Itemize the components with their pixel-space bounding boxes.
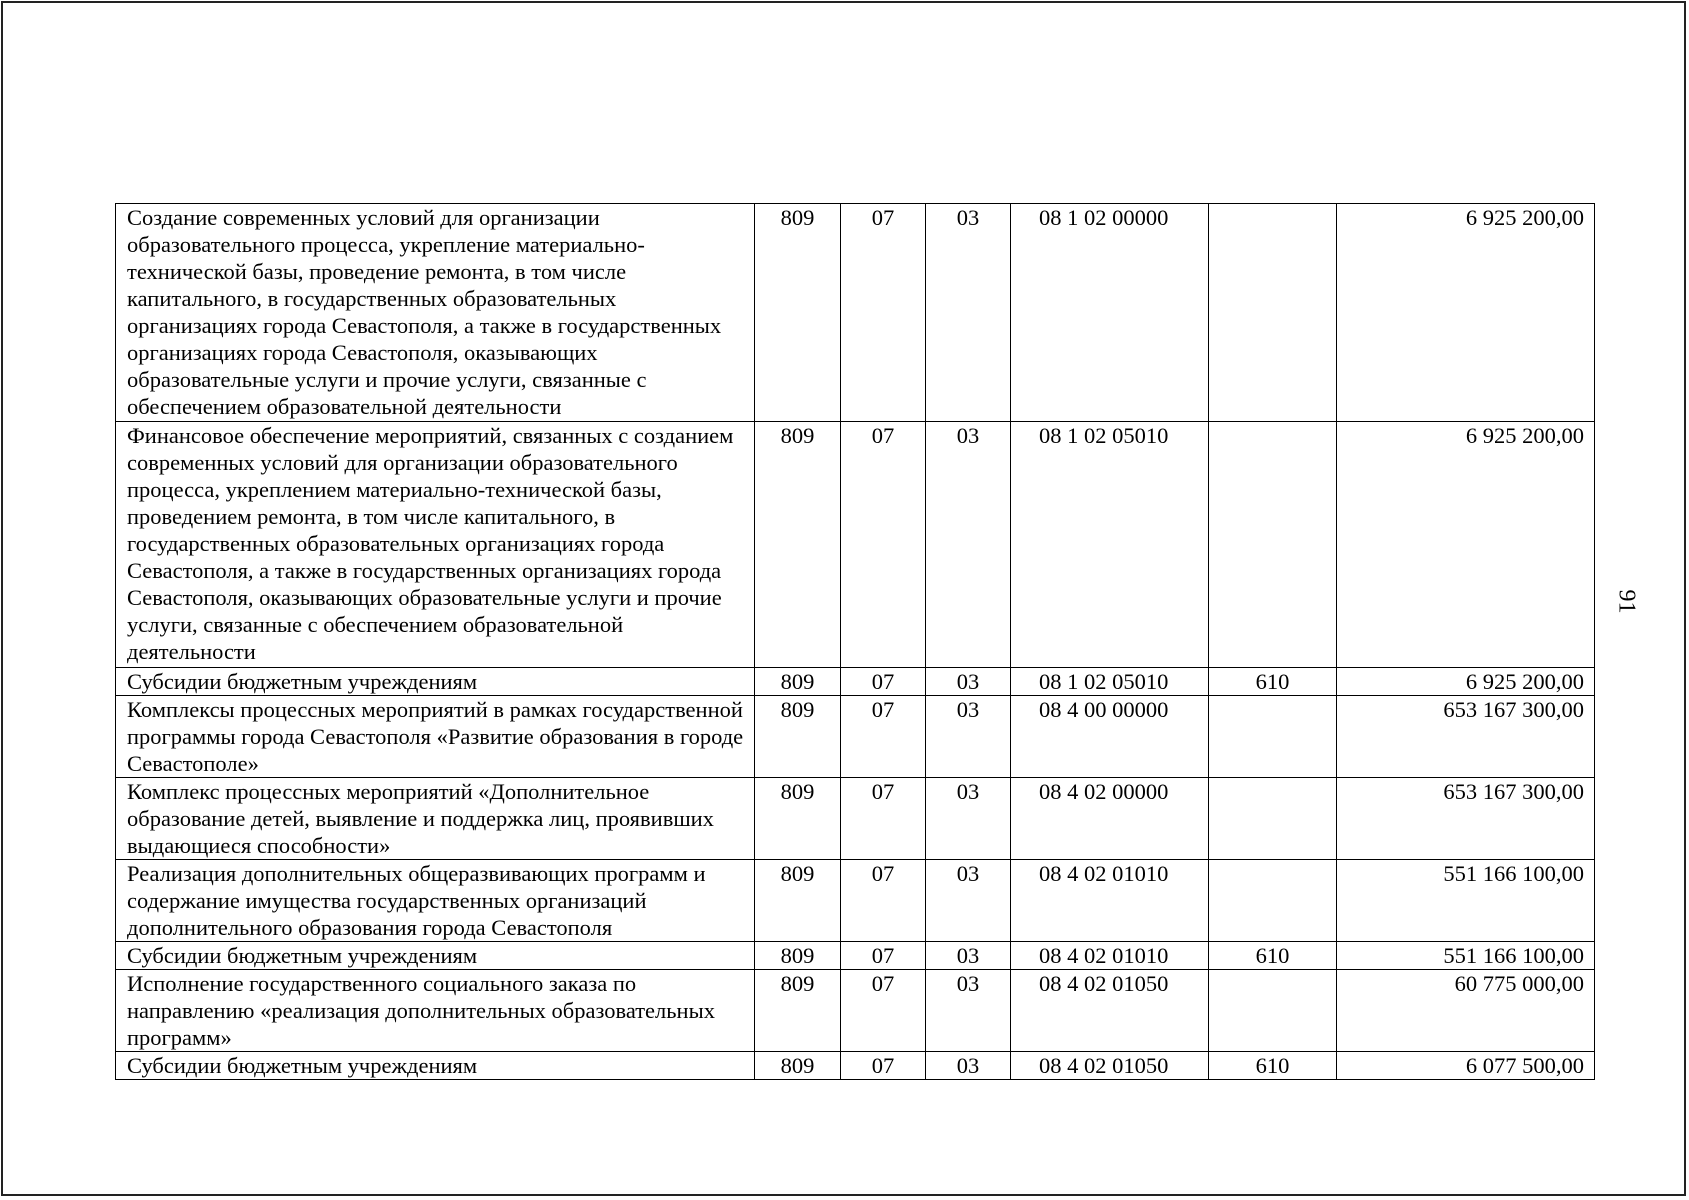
row-pr: 03 (926, 778, 1011, 860)
row-name: Реализация дополнительных общеразвивающих программ и содержание имущества государственных организаций дополнительного образования города Севастополя (116, 860, 755, 942)
row-pr: 03 (926, 1052, 1011, 1080)
row-vr: 610 (1209, 668, 1337, 696)
row-pr: 03 (926, 970, 1011, 1052)
row-tsr: 08 4 02 01010 (1011, 860, 1209, 942)
row-tsr: 08 4 02 01010 (1011, 942, 1209, 970)
row-sum: 653 167 300,00 (1337, 778, 1595, 860)
row-sum: 653 167 300,00 (1337, 696, 1595, 778)
row-pr: 03 (926, 696, 1011, 778)
table-row (116, 778, 1595, 860)
row-rz: 07 (841, 668, 926, 696)
row-vr (1209, 204, 1337, 422)
row-pr: 03 (926, 942, 1011, 970)
row-name: Субсидии бюджетным учреждениям (116, 1052, 755, 1080)
table-row (116, 860, 1595, 942)
row-rz: 07 (841, 204, 926, 422)
row-vr (1209, 696, 1337, 778)
row-rz: 07 (841, 942, 926, 970)
row-grbs: 809 (755, 668, 841, 696)
budget-table (115, 203, 1595, 1080)
row-grbs: 809 (755, 942, 841, 970)
row-pr: 03 (926, 204, 1011, 422)
row-tsr: 08 4 02 01050 (1011, 1052, 1209, 1080)
row-pr: 03 (926, 422, 1011, 668)
row-grbs: 809 (755, 778, 841, 860)
row-tsr: 08 1 02 00000 (1011, 204, 1209, 422)
row-vr (1209, 860, 1337, 942)
row-grbs: 809 (755, 1052, 841, 1080)
table-row (116, 942, 1595, 970)
row-vr (1209, 778, 1337, 860)
row-name: Исполнение государственного социального заказа по направлению «реализация дополнительных образовательных программ» (116, 970, 755, 1052)
row-name: Комплексы процессных мероприятий в рамках государственной программы города Севастополя «Развитие образования в городе Севастополе» (116, 696, 755, 778)
row-tsr: 08 4 02 00000 (1011, 778, 1209, 860)
row-rz: 07 (841, 860, 926, 942)
row-pr: 03 (926, 860, 1011, 942)
row-sum: 551 166 100,00 (1337, 942, 1595, 970)
row-name: Создание современных условий для организации образовательного процесса, укрепление материально-технической базы, проведение ремонта, в том числе капитального, в государственных образовательных организациях города Севастополя, а также в государственных организациях города Севастополя, оказывающих образовательные услуги и прочие услуги, связанные с обеспечением образовательной деятельности (116, 204, 755, 422)
row-grbs: 809 (755, 422, 841, 668)
table-row (116, 696, 1595, 778)
row-grbs: 809 (755, 696, 841, 778)
row-name: Финансовое обеспечение мероприятий, связанных с созданием современных условий для организации образовательного процесса, укреплением материально-технической базы, проведением ремонта, в том числе капитального, в государственных образовательных организациях города Севастополя, а также в государственных организациях города Севастополя, оказывающих образовательные услуги и прочие услуги, связанные с обеспечением образовательной деятельности (116, 422, 755, 668)
row-tsr: 08 1 02 05010 (1011, 668, 1209, 696)
row-tsr: 08 4 00 00000 (1011, 696, 1209, 778)
row-vr (1209, 422, 1337, 668)
row-sum: 6 077 500,00 (1337, 1052, 1595, 1080)
row-rz: 07 (841, 422, 926, 668)
table-row (116, 1052, 1595, 1080)
row-grbs: 809 (755, 970, 841, 1052)
row-sum: 6 925 200,00 (1337, 422, 1595, 668)
row-sum: 551 166 100,00 (1337, 860, 1595, 942)
row-rz: 07 (841, 778, 926, 860)
row-vr: 610 (1209, 1052, 1337, 1080)
row-tsr: 08 1 02 05010 (1011, 422, 1209, 668)
row-sum: 6 925 200,00 (1337, 204, 1595, 422)
table-row (116, 422, 1595, 668)
row-grbs: 809 (755, 204, 841, 422)
row-sum: 60 775 000,00 (1337, 970, 1595, 1052)
row-rz: 07 (841, 970, 926, 1052)
row-grbs: 809 (755, 860, 841, 942)
row-name: Субсидии бюджетным учреждениям (116, 668, 755, 696)
row-rz: 07 (841, 696, 926, 778)
table-row (116, 204, 1595, 422)
row-rz: 07 (841, 1052, 926, 1080)
page-number: 91 (1613, 589, 1640, 614)
row-sum: 6 925 200,00 (1337, 668, 1595, 696)
row-vr: 610 (1209, 942, 1337, 970)
row-vr (1209, 970, 1337, 1052)
row-tsr: 08 4 02 01050 (1011, 970, 1209, 1052)
row-name: Комплекс процессных мероприятий «Дополнительное образование детей, выявление и поддержка лиц, проявивших выдающиеся способности» (116, 778, 755, 860)
row-pr: 03 (926, 668, 1011, 696)
row-name: Субсидии бюджетным учреждениям (116, 942, 755, 970)
table-row (116, 970, 1595, 1052)
table-row (116, 668, 1595, 696)
